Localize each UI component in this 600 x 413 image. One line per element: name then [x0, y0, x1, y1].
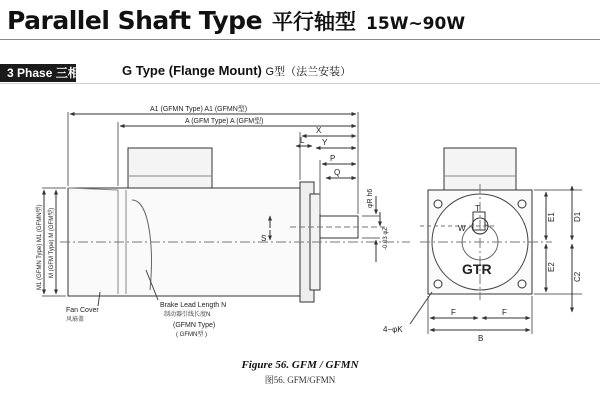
dim-e2-label: E2	[547, 262, 556, 272]
dim-t-label: T	[475, 204, 480, 213]
power-range: 15W~90W	[366, 14, 466, 34]
dim-c2-label: C2	[573, 271, 582, 282]
dim-m-label: M (GFM Type) M (GFM型)	[49, 207, 55, 278]
dim-q-label: Q	[334, 168, 341, 177]
dim-w-label: W	[458, 224, 466, 233]
dim-r-label: φR h6	[367, 188, 374, 208]
title-english: Parallel Shaft Type	[7, 6, 263, 35]
dim-p-label: P	[330, 154, 336, 163]
hole-label: 4−φK	[383, 325, 403, 334]
fan-cover-cn: 风扇盖	[66, 317, 85, 323]
brake-type-label: (GFMN Type)	[173, 322, 216, 329]
type-label-cn: G型（法兰安装）	[265, 66, 352, 78]
side-view	[42, 112, 410, 306]
figure-caption: Figure 56. GFM / GFMN	[241, 359, 359, 371]
dim-x-label: X	[316, 126, 322, 135]
dim-f-right-label: F	[502, 308, 507, 317]
brake-lead-label: Brake Lead Length N	[160, 302, 227, 309]
type-label: G Type	[122, 63, 166, 78]
fan-cover-label: Fan Cover	[66, 307, 99, 314]
front-view	[410, 148, 582, 334]
dim-m1-label: M1 (GFMN Type) M1 (GFMN型)	[37, 204, 43, 290]
front-terminal-box	[444, 148, 516, 190]
brake-lead-cn: 制动器引线长度N	[164, 312, 211, 318]
mount-label: (Flange Mount)	[168, 63, 262, 78]
phase-badge: 3 Phase 三相	[0, 64, 76, 82]
dim-s-label: S	[261, 234, 267, 243]
dim-b-label: B	[478, 334, 484, 343]
terminal-box	[128, 148, 212, 188]
dim-a-label: A (GFM Type) A (GFM型)	[185, 118, 264, 125]
title-chinese: 平行轴型	[272, 10, 357, 34]
dim-e1-label: E1	[547, 212, 556, 222]
brake-type-cn: ( GFMN型 )	[176, 332, 207, 338]
brand-logo: GTR	[462, 261, 492, 277]
dim-l-label: L	[300, 136, 305, 145]
figure-caption-cn: 图56. GFM/GFMN	[264, 375, 336, 385]
dim-z-label: -0.03 φZ	[383, 227, 389, 250]
dim-y-label: Y	[322, 138, 328, 147]
dim-a1-label: A1 (GFMN Type) A1 (GFMN型)	[150, 106, 248, 113]
dim-f-left-label: F	[451, 308, 456, 317]
dim-d1-label: D1	[573, 211, 582, 222]
